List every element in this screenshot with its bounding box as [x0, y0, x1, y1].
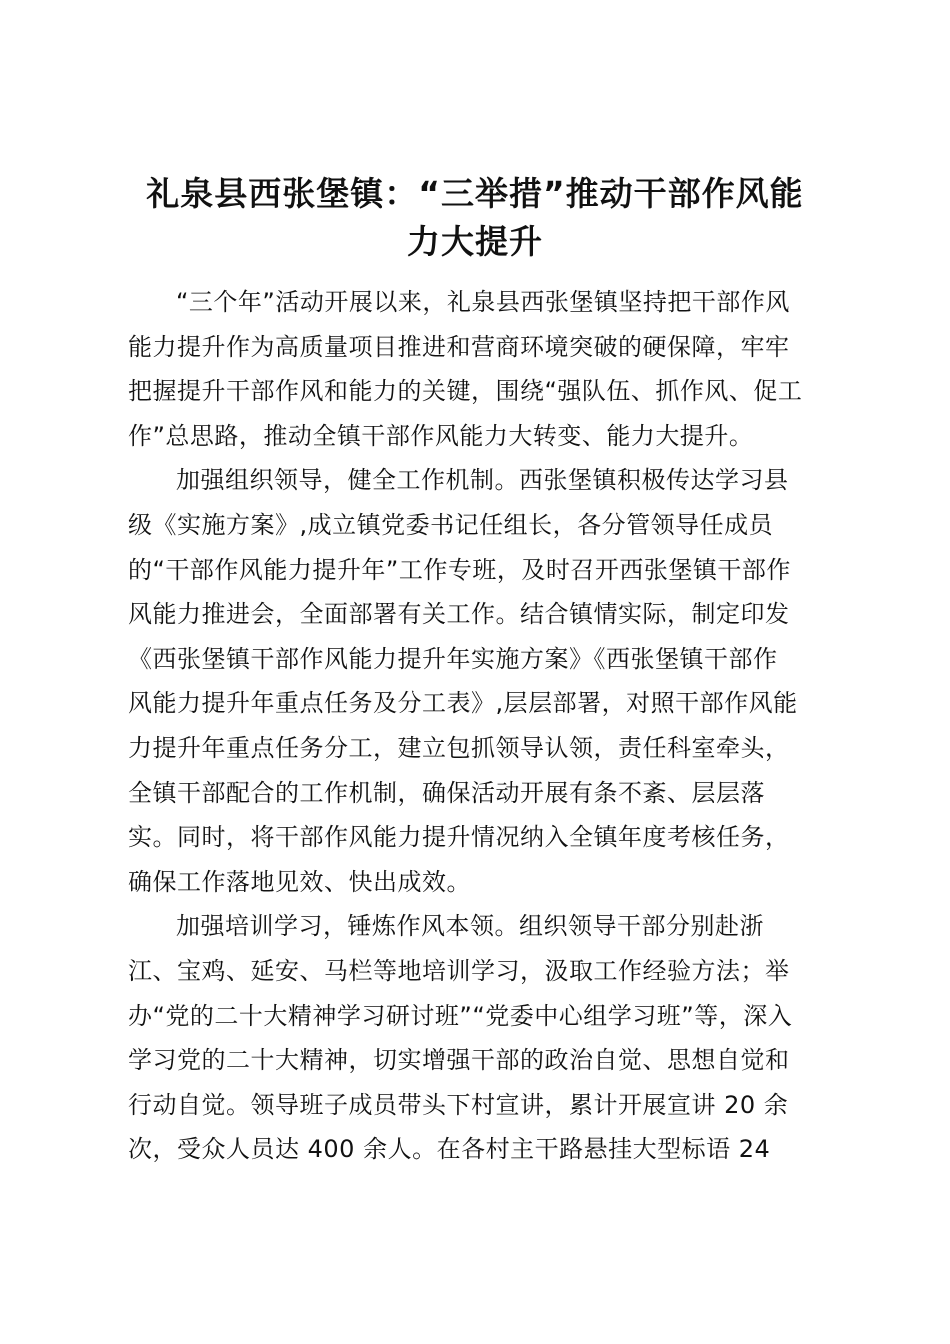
- text-line: 把握提升干部作风和能力的关键，围绕“强队伍、抓作风、促工: [128, 377, 803, 406]
- text-line: 学习党的二十大精神，切实增强干部的政治自觉、思想自觉和: [128, 1046, 790, 1075]
- paragraph-organization: [128, 458, 838, 904]
- paragraph-intro: [128, 280, 838, 458]
- article-title: [120, 170, 830, 266]
- title-line: 力大提升: [407, 222, 543, 261]
- text-line: 《西张堡镇干部作风能力提升年实施方案》《西张堡镇干部作: [128, 644, 778, 673]
- text-line: 的“干部作风能力提升年”工作专班，及时召开西张堡镇干部作: [128, 555, 791, 584]
- text-line: 风能力推进会，全面部署有关工作。结合镇情实际，制定印发: [128, 600, 790, 629]
- text-line: 行动自觉。领导班子成员带头下村宣讲，累计开展宣讲 20 余: [128, 1090, 789, 1119]
- text-line: 全镇干部配合的工作机制，确保活动开展有条不紊、层层落: [128, 778, 765, 807]
- text-line: 能力提升作为高质量项目推进和营商环境突破的硬保障，牢牢: [128, 332, 790, 361]
- text-line: 实。同时，将干部作风能力提升情况纳入全镇年度考核任务，: [128, 823, 790, 852]
- text-line: 加强组织领导，健全工作机制。西张堡镇积极传达学习县: [176, 466, 789, 495]
- text-line: 加强培训学习，锤炼作风本领。组织领导干部分别赴浙: [176, 912, 764, 941]
- text-line: 风能力提升年重点任务及分工表》,层层部署，对照干部作风能: [128, 689, 798, 718]
- text-line: 作”总思路，推动全镇干部作风能力大转变、能力大提升。: [128, 421, 754, 450]
- article-body: [128, 280, 838, 1172]
- paragraph-training: [128, 904, 838, 1172]
- text-line: 次，受众人员达 400 余人。在各村主干路悬挂大型标语 24: [128, 1135, 771, 1164]
- title-line: 礼泉县西张堡镇：“三举措”推动干部作风能: [146, 174, 804, 213]
- text-line: 力提升年重点任务分工，建立包抓领导认领，责任科室牵头，: [128, 733, 790, 762]
- text-line: 办“党的二十大精神学习研讨班”“党委中心组学习班”等，深入: [128, 1001, 793, 1030]
- text-line: 级《实施方案》,成立镇党委书记任组长，各分管领导任成员: [128, 510, 774, 539]
- text-line: 确保工作落地见效、快出成效。: [128, 867, 471, 896]
- text-line: “三个年”活动开展以来，礼泉县西张堡镇坚持把干部作风: [176, 288, 790, 316]
- text-line: 江、宝鸡、延安、马栏等地培训学习，汲取工作经验方法；举: [128, 956, 790, 985]
